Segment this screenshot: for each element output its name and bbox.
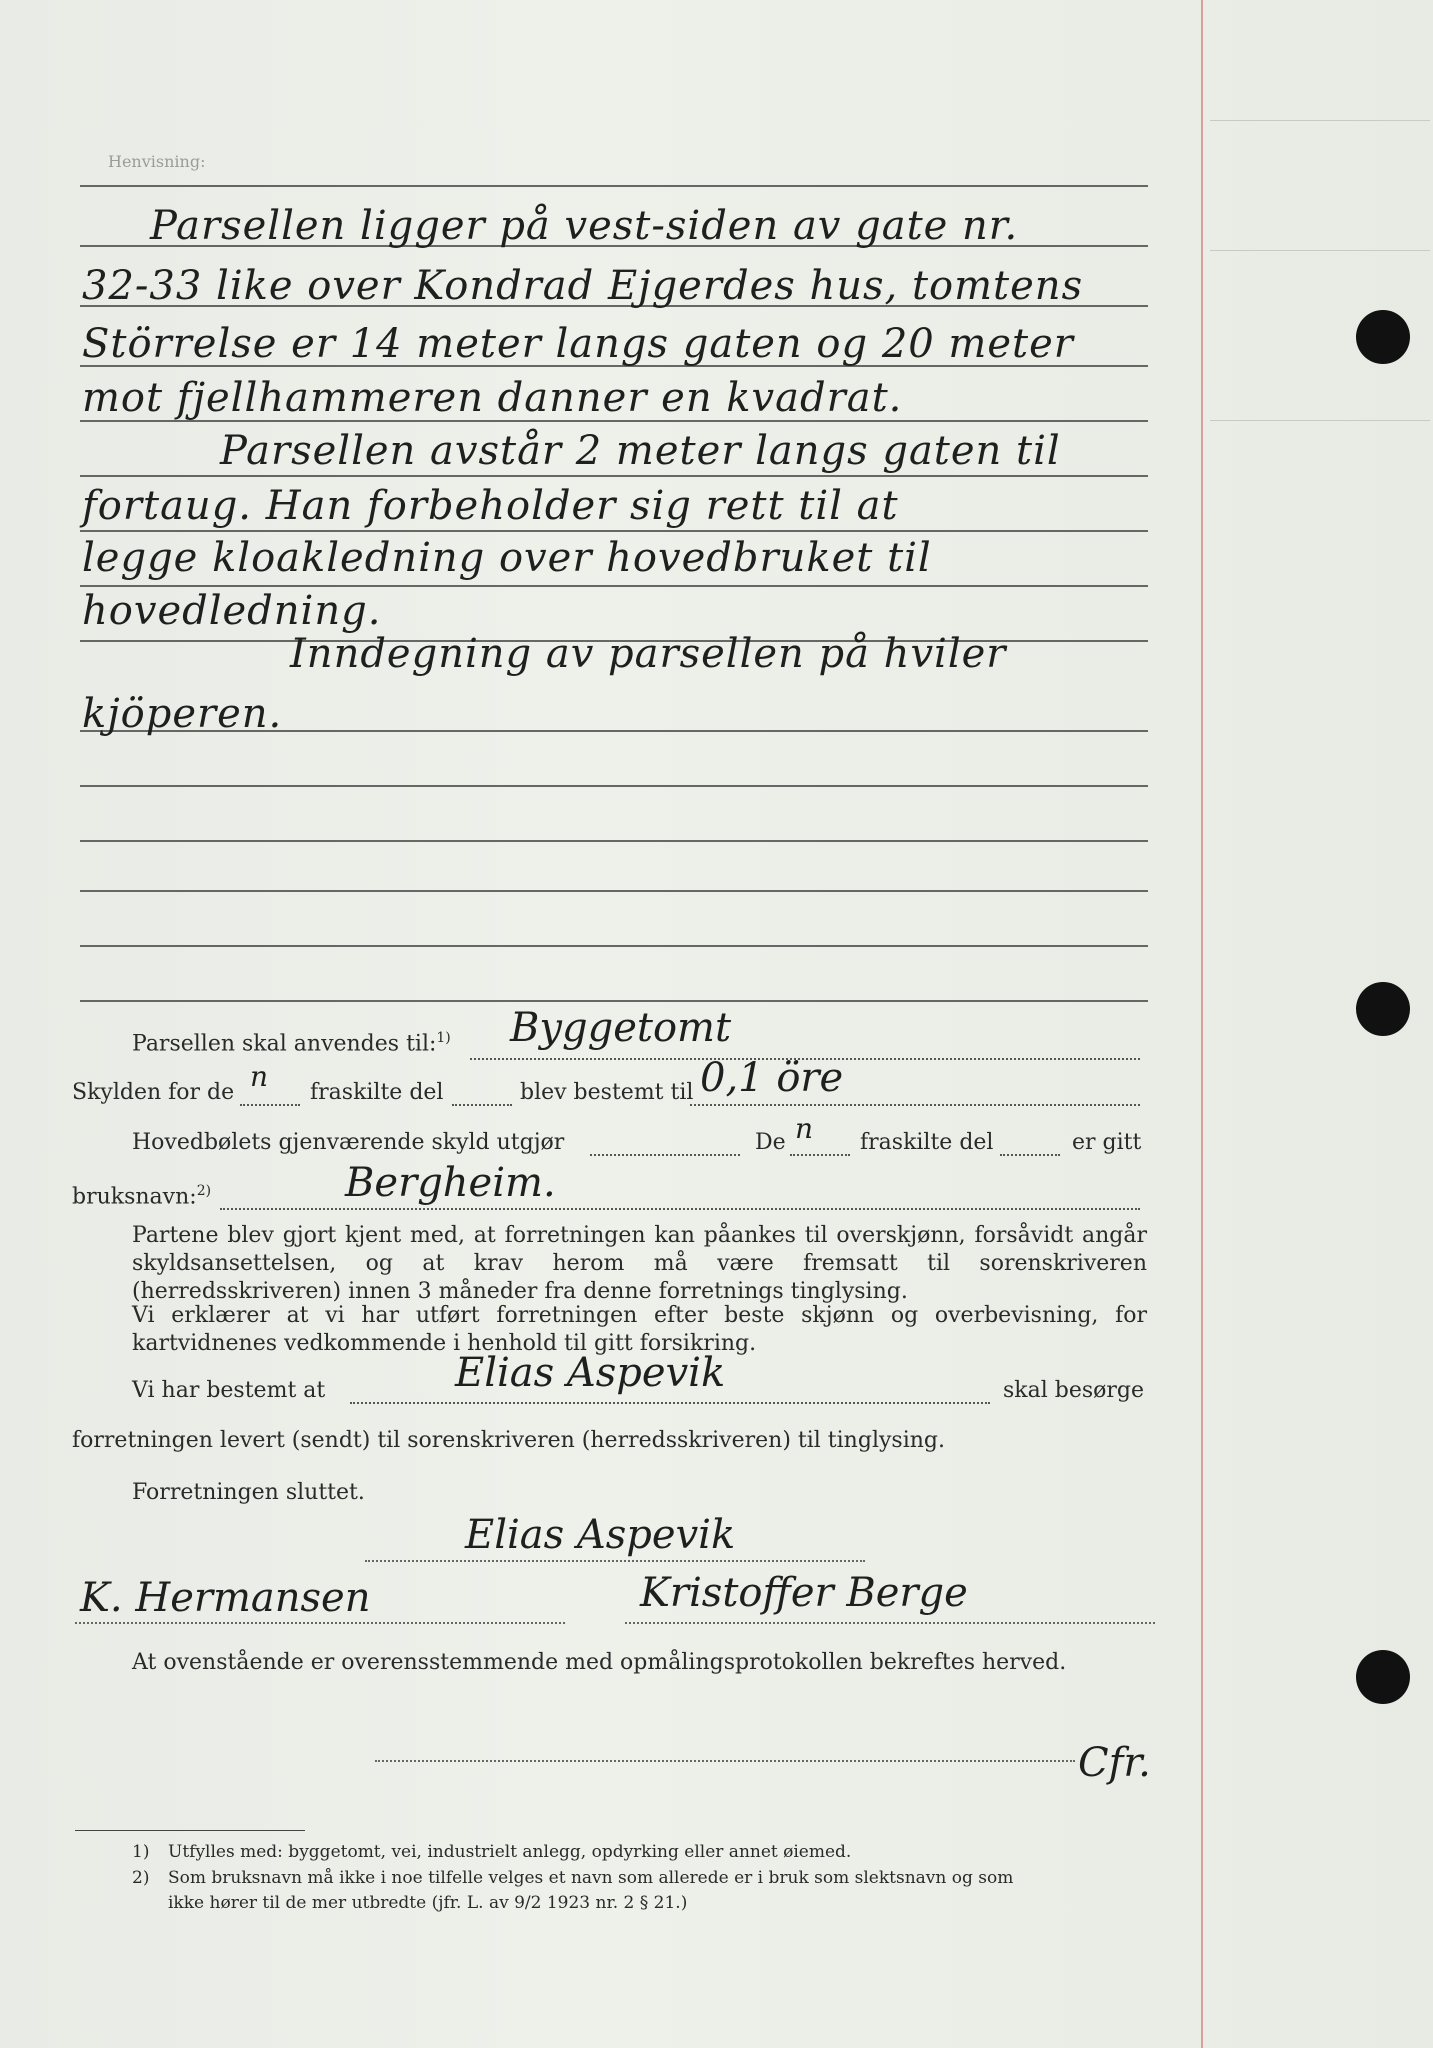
ghost-line (1210, 250, 1430, 251)
skyld-post-label: blev bestemt til (520, 1080, 694, 1105)
handwritten-line: Parsellen avstår 2 meter langs gaten til (220, 428, 1061, 474)
signature-initials: Cfr. (1078, 1740, 1151, 1786)
ghost-line (1210, 420, 1430, 421)
bekreftes-text: At ovenstående er overensstemmende med opmålingsprotokollen bekreftes herved. (132, 1650, 1067, 1675)
dotted-fill-line (590, 1154, 740, 1156)
hoved-fraskilte: fraskilte del (860, 1130, 994, 1155)
signature-elias-aspevik: Elias Aspevik (465, 1512, 736, 1558)
footnote-2-text-line2: ikke hører til de mer utbredte (jfr. L. av 9/2 1923 nr. 2 § 21.) (168, 1893, 688, 1913)
handwritten-line: Inndegning av parsellen på hviler (290, 631, 1007, 677)
handwritten-line: fortaug. Han forbeholder sig rett til at (82, 483, 899, 529)
signature-line (625, 1622, 1155, 1624)
bruksnavn-label: bruksnavn:$^{2)}$ (72, 1183, 212, 1210)
footnote-2-mark: 2) (132, 1868, 150, 1888)
handwritten-line: kjöperen. (82, 691, 283, 737)
punch-hole (1356, 1650, 1410, 1704)
footnote-1-mark: 1) (132, 1842, 150, 1862)
handwritten-line: mot fjellhammeren danner en kvadrat. (82, 375, 903, 421)
ruled-line (80, 945, 1148, 947)
bestemt-value: Elias Aspevik (455, 1350, 726, 1396)
footnote-2-text-line1: Som bruksnavn må ikke i noe tilfelle velges et navn som allerede er i bruk som slektsnavn og som (168, 1868, 1014, 1888)
use-label: Parsellen skal anvendes til:$^{1)}$ (132, 1030, 451, 1057)
red-margin-line (1201, 0, 1203, 2048)
dotted-fill-line (690, 1104, 1140, 1106)
declaration-paragraph: Vi erklærer at vi har utført forretningen efter beste skjønn og overbevisning, for kartvidnenes vedkommende i henhold til gitt forsikring. (132, 1303, 1147, 1356)
dotted-fill-line (1000, 1154, 1060, 1156)
skyld-value: 0,1 öre (700, 1055, 844, 1101)
signature-line (75, 1622, 565, 1624)
besorge-label: skal besørge (1003, 1378, 1145, 1403)
hoved-label: Hovedbølets gjenværende skyld utgjør (132, 1130, 565, 1155)
ruled-line (80, 840, 1148, 842)
signature-line (365, 1560, 865, 1562)
hoved-de: De (755, 1130, 786, 1155)
dotted-fill-line (790, 1154, 850, 1156)
hoved-gitt: er gitt (1072, 1130, 1142, 1155)
footnote-1-text: Utfylles med: byggetomt, vei, industrielt anlegg, opdyrking eller annet øiemed. (168, 1842, 852, 1862)
signature-kristoffer-berge: Kristoffer Berge (640, 1570, 968, 1616)
skyld-label: Skylden for de (72, 1080, 235, 1105)
dotted-fill-line (350, 1402, 990, 1404)
punch-hole (1356, 982, 1410, 1036)
bruksnavn-value: Bergheim. (345, 1160, 556, 1206)
ghost-line (1210, 120, 1430, 121)
handwritten-line: Störrelse er 14 meter langs gaten og 20 meter (82, 321, 1074, 367)
hoved-handfill: n (795, 1112, 814, 1145)
handwritten-line: hovedledning. (82, 588, 382, 634)
levert-text: forretningen levert (sendt) til sorenskriveren (herredsskriveren) til tinglysing. (72, 1428, 945, 1453)
faint-header-label: Henvisning: (108, 152, 206, 171)
ruled-line (80, 890, 1148, 892)
footnote-rule (75, 1830, 305, 1831)
skyld-handfill: n (250, 1060, 269, 1093)
use-value: Byggetomt (510, 1005, 732, 1051)
handwritten-line: 32-33 like over Kondrad Ejgerdes hus, tomtens (82, 263, 1084, 309)
handwritten-line: Parsellen ligger på vest-siden av gate nr. (150, 203, 1019, 249)
signature-k-hermansen: K. Hermansen (80, 1575, 371, 1621)
bestemt-label: Vi har bestemt at (132, 1378, 326, 1403)
punch-hole (1356, 310, 1410, 364)
ruled-line (80, 785, 1148, 787)
ruled-line (80, 185, 1148, 187)
dotted-fill-line (240, 1104, 300, 1106)
handwritten-line: legge kloakledning over hovedbruket til (82, 535, 932, 581)
signature-line (375, 1760, 1075, 1762)
dotted-fill-line (452, 1104, 512, 1106)
sluttet-text: Forretningen sluttet. (132, 1480, 365, 1505)
appeal-paragraph: Partene blev gjort kjent med, at forretningen kan påankes til overskjønn, forsåvidt angår skyldsansettelsen, og at krav herom må være fremsatt til sorenskriveren (herredsskriveren) innen 3 måneder fra denne forretnings tinglysing. (132, 1223, 1147, 1304)
ruled-line (80, 1000, 1148, 1002)
skyld-mid-label: fraskilte del (310, 1080, 444, 1105)
dotted-fill-line (220, 1208, 1140, 1210)
